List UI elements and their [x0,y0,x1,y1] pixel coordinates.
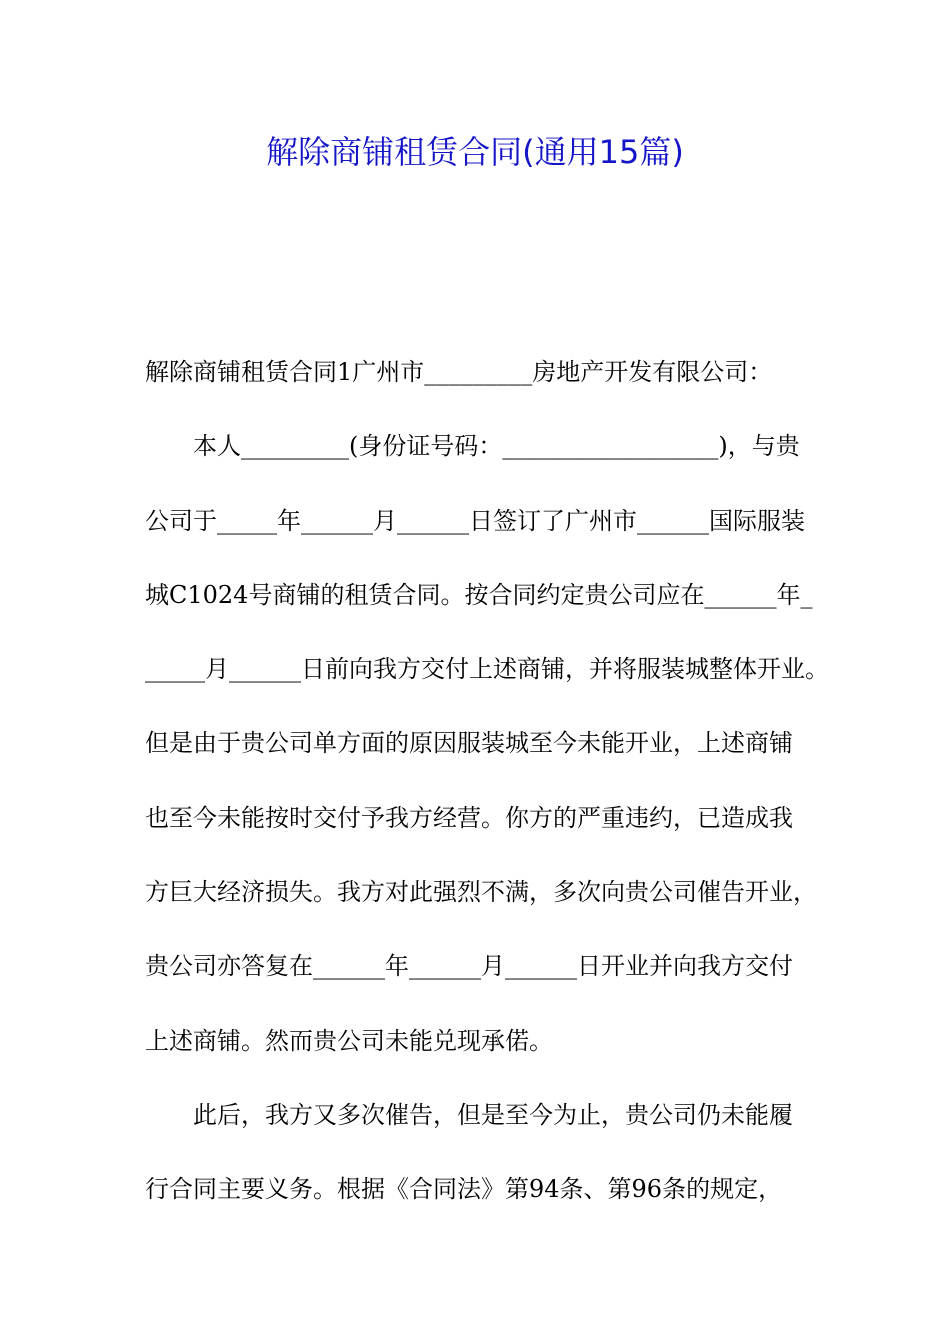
body-line: 此后，我方又多次催告，但是至今为止，贵公司仍未能履 [145,1100,793,1129]
body-line: 本人_________(身份证号码：__________________)，与贵 [145,432,800,461]
body-line: 解除商铺租赁合同1广州市_________房地产开发有限公司： [145,358,773,386]
body-line: _____月______日前向我方交付上述商铺，并将服装城整体开业。 [145,655,829,684]
body-line: 上述商铺。然而贵公司未能兑现承偌。 [145,1026,553,1055]
body-line: 但是由于贵公司单方面的原因服装城至今未能开业，上述商铺 [145,729,793,758]
body-line: 公司于_____年______月______日签订了广州市______国际服装 [145,506,805,535]
body-line: 行合同主要义务。根据《合同法》第94条、第96条的规定， [145,1175,783,1204]
document-title: 解除商铺租赁合同(通用15篇) [266,133,684,171]
body-line: 城C1024号商铺的租赁合同。按合同约定贵公司应在______年_ [145,580,813,609]
document-body [145,335,829,1227]
body-line: 贵公司亦答复在______年______月______日开业并向我方交付 [145,952,793,981]
body-line: 方巨大经济损失。我方对此强烈不满，多次向贵公司催告开业， [145,878,817,907]
body-line: 也至今未能按时交付予我方经营。你方的严重违约，已造成我 [145,803,793,832]
